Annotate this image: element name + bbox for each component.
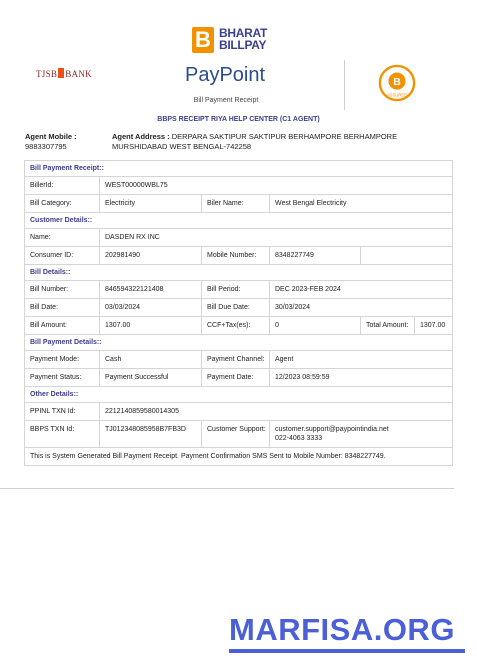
- tjsb-logo-pre: TJSB: [36, 69, 58, 79]
- biller-name-value: West Bengal Electricity: [275, 200, 347, 207]
- biller-name-label: Biler Name:: [202, 195, 270, 212]
- section-title-payment-details: Bill Payment Details::: [30, 339, 102, 346]
- table-row: [25, 177, 452, 195]
- empty-cell: [361, 247, 452, 264]
- billerid-label: BillerId:: [25, 177, 100, 194]
- table-row: [25, 195, 452, 213]
- table-row: [25, 299, 452, 317]
- ccf-tax-label: CCF+Tax(es):: [202, 317, 270, 334]
- agent-mobile-label: Agent Mobile :: [25, 132, 77, 141]
- bbps-logo-text: BHARAT BILLPAY: [219, 26, 267, 52]
- table-row: [25, 247, 452, 265]
- payment-date-label: Payment Date:: [202, 369, 270, 386]
- section-title-other-details: Other Details::: [30, 391, 79, 398]
- receipt-footer-note: This is System Generated Bill Payment Receipt. Payment Confirmation SMS Sent to Mobile Number: 8348227749.: [30, 453, 386, 460]
- total-amount-label: Total Amount:: [361, 317, 415, 334]
- assured-label: ASSURED: [386, 92, 408, 98]
- payment-channel-label: Payment Channel:: [202, 351, 270, 368]
- receipt-table: [24, 160, 453, 466]
- table-row: [25, 317, 452, 335]
- customer-support-label: Customer Support:: [202, 421, 270, 447]
- agent-address-block: [112, 132, 452, 152]
- payment-mode-value: Cash: [100, 351, 202, 368]
- agent-mobile-value: 9883307795: [25, 142, 67, 151]
- bill-number-value: 846594322121408: [100, 281, 202, 298]
- payment-status-label: Payment Status:: [25, 369, 100, 386]
- customer-support-value: [270, 421, 452, 447]
- agent-address-label: Agent Address :: [112, 132, 170, 141]
- agent-mobile-block: [25, 132, 77, 152]
- bill-date-label: Bill Date:: [25, 299, 100, 316]
- bill-due-date-label: Bill Due Date:: [202, 299, 270, 316]
- tjsb-bank-logo: [36, 68, 92, 79]
- consumer-id-value: 202981490: [100, 247, 202, 264]
- section-header: [25, 265, 452, 281]
- name-label: Name:: [25, 229, 100, 246]
- bill-period-value: DEC 2023-FEB 2024: [275, 286, 341, 293]
- bbps-txn-value: TJ012348085958B7FB3D: [100, 421, 202, 447]
- consumer-id-label: Consumer ID:: [25, 247, 100, 264]
- tjsb-mark-icon: [58, 68, 64, 78]
- table-row: [25, 421, 452, 448]
- section-title-customer: Customer Details::: [30, 217, 93, 224]
- section-title-bill-payment: Bill Payment Receipt::: [30, 165, 104, 172]
- payment-channel-value: Agent: [275, 356, 294, 363]
- ccf-tax-value: 0: [270, 317, 361, 334]
- bill-amount-label: Bill Amount:: [25, 317, 100, 334]
- payment-date-value: 12/2023 08:59:59: [275, 374, 330, 381]
- bbps-mark-icon: B: [192, 27, 214, 53]
- section-header: [25, 161, 452, 177]
- mobile-number-value: 8348227749: [270, 247, 361, 264]
- section-header: [25, 387, 452, 403]
- mobile-number-label: Mobile Number:: [202, 247, 270, 264]
- receipt-subtitle: Bill Payment Receipt: [193, 97, 259, 104]
- support-email[interactable]: customer.support@paypointindia.net: [275, 426, 389, 433]
- section-header: [25, 213, 452, 229]
- bill-amount-value: 1307.00: [100, 317, 202, 334]
- ppinl-txn-value: 2212140859580014305: [105, 408, 179, 415]
- billerid-value: WEST00000WBL75: [105, 182, 168, 189]
- bbps-txn-label: BBPS TXN Id:: [25, 421, 100, 447]
- marfisa-watermark: MARFISA.ORG: [229, 612, 455, 647]
- table-row: [25, 448, 452, 465]
- paypoint-brand: PayPoint: [185, 64, 266, 86]
- ppinl-txn-label: PPINL TXN Id:: [25, 403, 100, 420]
- bill-period-label: Bill Period:: [202, 281, 270, 298]
- tjsb-logo-post: BANK: [65, 69, 92, 79]
- page-divider: [0, 488, 454, 489]
- table-row: [25, 403, 452, 421]
- support-phone: 022-4063 3333: [275, 435, 323, 442]
- table-row: [25, 281, 452, 299]
- bill-number-label: Bill Number:: [25, 281, 100, 298]
- table-row: [25, 351, 452, 369]
- agent-center-name: BBPS RECEIPT RIYA HELP CENTER (C1 AGENT): [157, 116, 320, 123]
- bharat-billpay-logo: [192, 27, 292, 53]
- bill-date-value: 03/03/2024: [100, 299, 202, 316]
- watermark-underline: [229, 649, 465, 653]
- payment-mode-label: Payment Mode:: [25, 351, 100, 368]
- section-header: [25, 335, 452, 351]
- category-value: Electricity: [100, 195, 202, 212]
- category-label: Bill Category:: [25, 195, 100, 212]
- name-value: DASDEN RX INC: [105, 234, 160, 241]
- section-title-bill-details: Bill Details::: [30, 269, 71, 276]
- agent-address-value: DERPARA SAKTIPUR SAKTIPUR BERHAMPORE BERHAMPORE MURSHIDABAD WEST BENGAL-742258: [112, 132, 398, 151]
- table-row: [25, 369, 452, 387]
- table-row: [25, 229, 452, 247]
- total-amount-value: 1307.00: [420, 322, 446, 329]
- payment-status-value: Payment Successful: [100, 369, 202, 386]
- bill-due-date-value: 30/03/2024: [275, 304, 311, 311]
- assured-mark: B: [393, 76, 401, 88]
